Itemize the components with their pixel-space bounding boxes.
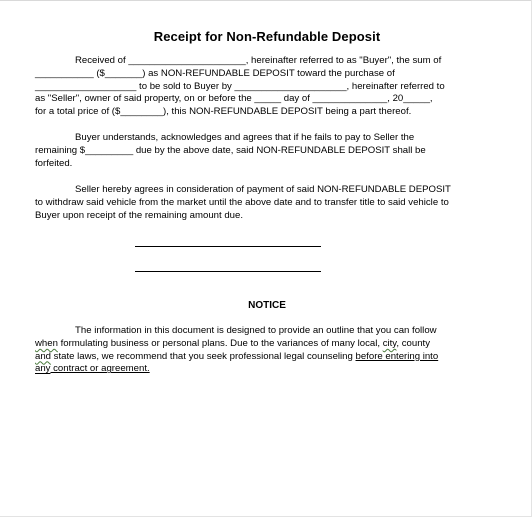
paragraph-line: as "Seller", owner of said property, on or before the _____ day of ______________, 20_____, (35, 93, 433, 105)
paragraph-line: to withdraw said vehicle from the market until the above date and to transfer title to said vehicle to (35, 196, 449, 208)
paragraph-line: forfeited. (35, 157, 73, 169)
paragraph-line: remaining $_________ due by the above date, said NON-REFUNDABLE DEPOSIT shall be (35, 144, 426, 156)
paragraph-seller-agrees (35, 184, 499, 222)
text-run: state laws, we recommend that you seek professional legal counseling (51, 350, 356, 362)
spelling-flag[interactable]: when (35, 337, 58, 349)
notice-heading: NOTICE (248, 300, 286, 311)
text-run: formulating business or personal plans. Due to the variances of many local, (57, 337, 383, 349)
paragraph-line: ___________ ($_______) as NON-REFUNDABLE DEPOSIT toward the purchase of (35, 67, 395, 79)
page-edge-top (0, 0, 532, 1)
spelling-flag[interactable]: any (35, 363, 51, 375)
paragraph-line: Received of ______________________, hereinafter referred to as "Buyer", the sum of (75, 55, 442, 66)
paragraph-line: for a total price of ($________), this NON-REFUNDABLE DEPOSIT being a part thereof. (35, 106, 412, 118)
paragraph-line: Seller hereby agrees in consideration of payment of said NON-REFUNDABLE DEPOSIT (75, 184, 451, 195)
paragraph-line: Buyer understands, acknowledges and agrees that if he fails to pay to Seller the (75, 132, 415, 143)
paragraph-line (35, 338, 499, 351)
paragraph-line (35, 351, 499, 364)
paragraph-line: ___________________ to be sold to Buyer by _____________________, hereinafter referred to (35, 80, 445, 92)
underlined-text: before entering into (355, 350, 439, 362)
spelling-flag[interactable]: city (382, 337, 397, 349)
paragraph-buyer-understands (35, 132, 499, 170)
spelling-flag[interactable]: and (35, 350, 52, 362)
signature-line-2 (135, 271, 321, 272)
paragraph-line: The information in this document is designed to provide an outline that you can follow (75, 325, 437, 336)
paragraph-received-of (35, 55, 499, 119)
paragraph-line (35, 363, 499, 376)
document-title: Receipt for Non-Refundable Deposit (153, 29, 381, 44)
paragraph-notice (35, 325, 499, 376)
underlined-text: contract or agreement. (50, 363, 150, 375)
text-run: , county (396, 337, 430, 349)
signature-line-1 (135, 246, 321, 247)
paragraph-line: Buyer upon receipt of the remaining amount due. (35, 209, 243, 221)
